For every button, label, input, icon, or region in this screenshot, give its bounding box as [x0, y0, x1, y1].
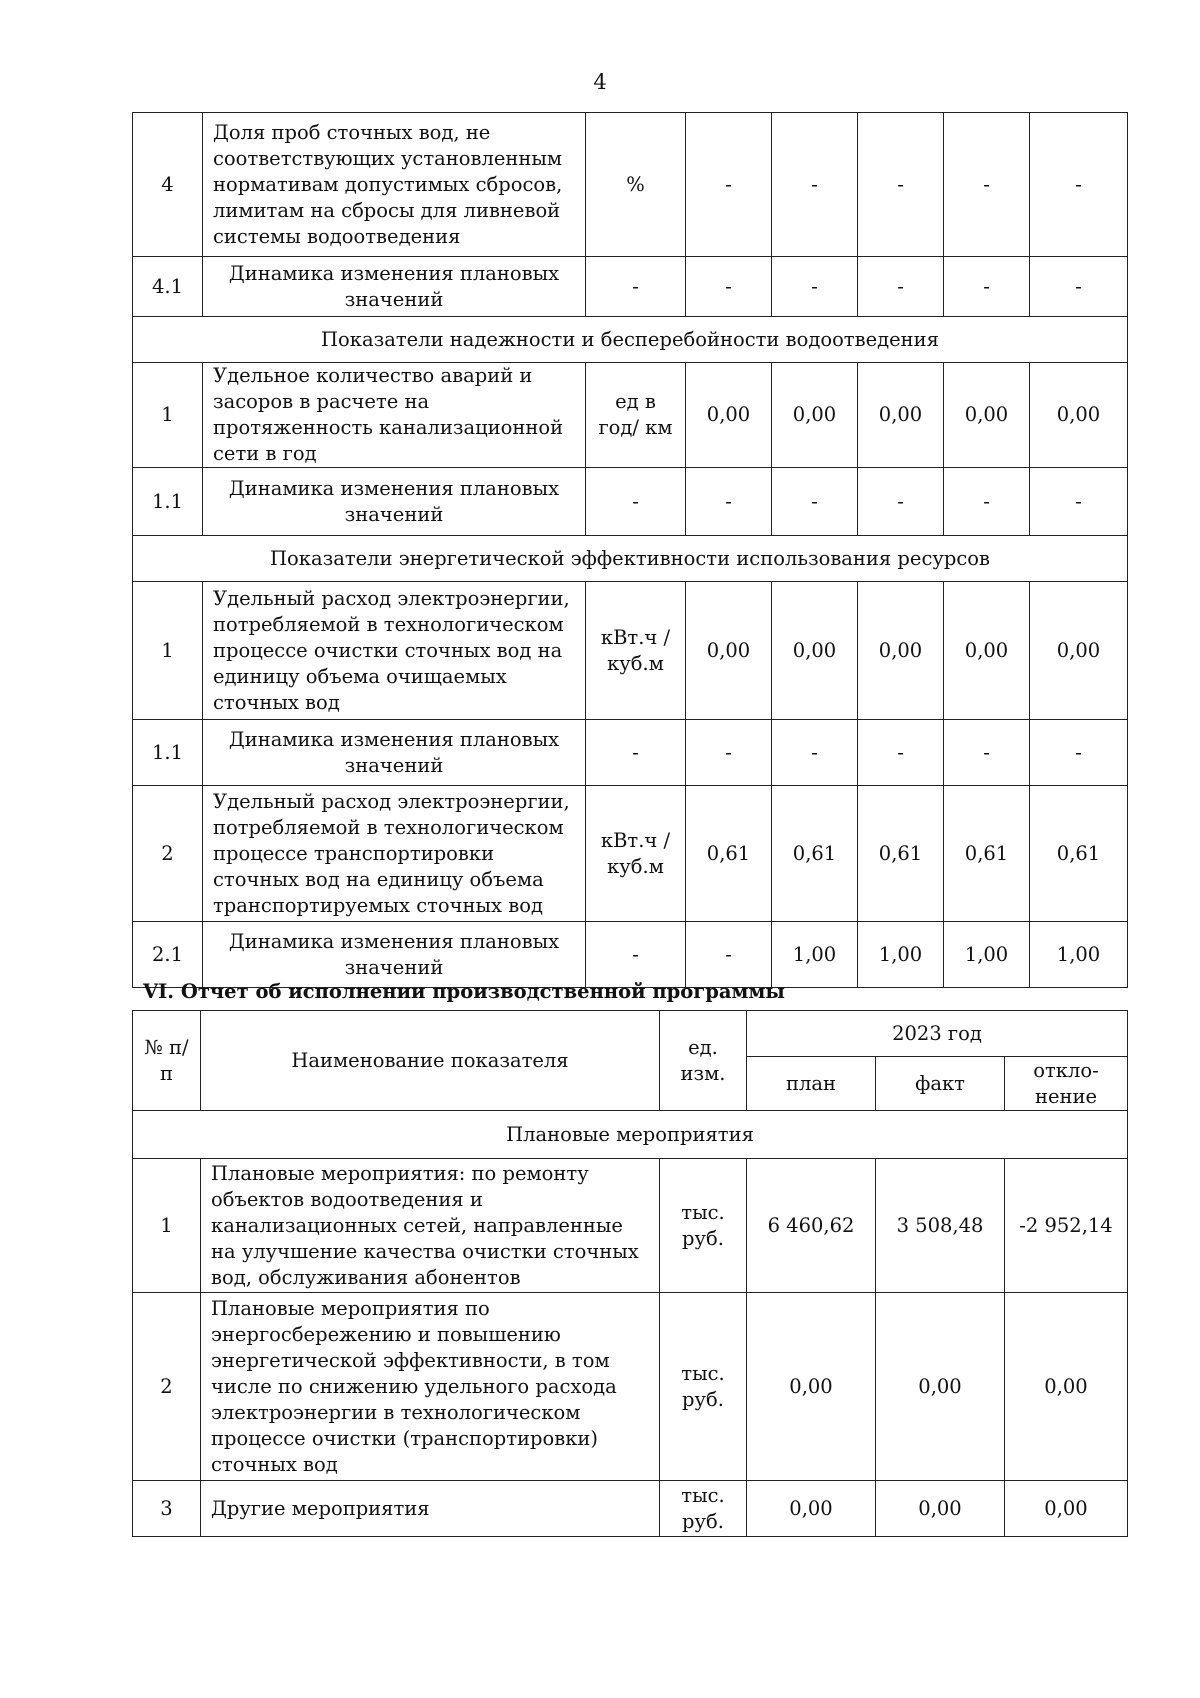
header-unit: ед. изм. — [660, 1011, 747, 1111]
section-row — [133, 536, 1128, 582]
plan-value: 0,00 — [747, 1293, 876, 1481]
table-row — [133, 720, 1128, 786]
row-number: 2 — [133, 1293, 201, 1481]
table-row — [133, 468, 1128, 536]
fact-value: 0,00 — [876, 1293, 1005, 1481]
row-number: 4 — [133, 113, 203, 257]
fact-value: 3 508,48 — [876, 1159, 1005, 1293]
value-cell: - — [686, 922, 772, 988]
value-cell: 1,00 — [858, 922, 944, 988]
activity-name: Плановые мероприятия по энергосбережению и повышению энергетической эффективности, в том числе по снижению удельного расхода электроэнергии в технологическом процессе очистки (транспортировки) сточных вод — [201, 1293, 660, 1481]
unit: кВт.ч / куб.м — [586, 582, 686, 720]
indicator-name: Динамика изменения плановых значений — [203, 720, 586, 786]
unit: кВт.ч / куб.м — [586, 786, 686, 922]
unit: ед в год/ км — [586, 363, 686, 468]
value-cell: - — [772, 468, 858, 536]
value-cell: - — [1030, 468, 1128, 536]
value-cell: - — [1030, 257, 1128, 317]
indicators-table — [132, 112, 1128, 988]
plan-value: 6 460,62 — [747, 1159, 876, 1293]
unit: тыс. руб. — [660, 1481, 747, 1537]
table-row — [133, 922, 1128, 988]
indicator-name: Удельное количество аварий и засоров в расчете на протяженность канализационной сети в год — [203, 363, 586, 468]
value-cell: - — [944, 113, 1030, 257]
value-cell: - — [858, 720, 944, 786]
value-cell: - — [772, 113, 858, 257]
header-plan: план — [747, 1057, 876, 1111]
value-cell: - — [772, 720, 858, 786]
indicator-name: Удельный расход электроэнергии, потребляемой в технологическом процессе транспортировки сточных вод на единицу объема транспортируемых сточных вод — [203, 786, 586, 922]
header-deviation: откло-нение — [1005, 1057, 1128, 1111]
value-cell: - — [1030, 720, 1128, 786]
value-cell: 1,00 — [1030, 922, 1128, 988]
section-row — [133, 317, 1128, 363]
value-cell: - — [858, 468, 944, 536]
deviation-value: 0,00 — [1005, 1293, 1128, 1481]
value-cell: - — [686, 468, 772, 536]
value-cell: 0,00 — [858, 582, 944, 720]
value-cell: - — [858, 113, 944, 257]
value-cell: - — [686, 113, 772, 257]
row-number: 1.1 — [133, 720, 203, 786]
value-cell: - — [858, 257, 944, 317]
program-report-table — [132, 1010, 1128, 1537]
header-name: Наименование показателя — [201, 1011, 660, 1111]
row-number: 1 — [133, 363, 203, 468]
value-cell: 1,00 — [944, 922, 1030, 988]
value-cell: 0,00 — [1030, 363, 1128, 468]
deviation-value: -2 952,14 — [1005, 1159, 1128, 1293]
row-number: 3 — [133, 1481, 201, 1537]
section-title: Плановые мероприятия — [133, 1111, 1128, 1159]
value-cell: - — [944, 257, 1030, 317]
value-cell: 0,00 — [944, 363, 1030, 468]
value-cell: - — [772, 257, 858, 317]
value-cell: 0,00 — [858, 363, 944, 468]
row-number: 1 — [133, 1159, 201, 1293]
table-row — [133, 1159, 1128, 1293]
unit: тыс. руб. — [660, 1293, 747, 1481]
activity-name: Другие мероприятия — [201, 1481, 660, 1537]
value-cell: 0,61 — [1030, 786, 1128, 922]
row-number: 4.1 — [133, 257, 203, 317]
table-row — [133, 113, 1128, 257]
header-num: № п/п — [133, 1011, 201, 1111]
header-row — [133, 1011, 1128, 1057]
table-row — [133, 582, 1128, 720]
value-cell: 0,61 — [686, 786, 772, 922]
row-number: 2.1 — [133, 922, 203, 988]
value-cell: 0,00 — [772, 582, 858, 720]
indicator-name: Динамика изменения плановых значений — [203, 257, 586, 317]
value-cell: 0,00 — [686, 363, 772, 468]
unit: % — [586, 113, 686, 257]
value-cell: 0,61 — [772, 786, 858, 922]
unit: - — [586, 468, 686, 536]
table-row — [133, 1481, 1128, 1537]
value-cell: - — [944, 720, 1030, 786]
table-row — [133, 363, 1128, 468]
activity-name: Плановые мероприятия: по ремонту объектов водоотведения и канализационных сетей, направленные на улучшение качества очистки сточных вод, обслуживания абонентов — [201, 1159, 660, 1293]
row-number: 1 — [133, 582, 203, 720]
value-cell: 0,00 — [944, 582, 1030, 720]
indicator-name: Динамика изменения плановых значений — [203, 922, 586, 988]
value-cell: - — [1030, 113, 1128, 257]
deviation-value: 0,00 — [1005, 1481, 1128, 1537]
value-cell: - — [686, 257, 772, 317]
section-title: Показатели энергетической эффективности использования ресурсов — [133, 536, 1128, 582]
section-heading: VI. Отчет об исполнении производственной программы — [143, 980, 785, 1003]
value-cell: 0,00 — [772, 363, 858, 468]
indicator-name: Доля проб сточных вод, не соответствующих установленным нормативам допустимых сбросов, лимитам на сбросы для ливневой системы водоотведения — [203, 113, 586, 257]
value-cell: 0,00 — [686, 582, 772, 720]
plan-value: 0,00 — [747, 1481, 876, 1537]
header-fact: факт — [876, 1057, 1005, 1111]
value-cell: 0,61 — [858, 786, 944, 922]
value-cell: - — [686, 720, 772, 786]
value-cell: 0,00 — [1030, 582, 1128, 720]
indicator-name: Динамика изменения плановых значений — [203, 468, 586, 536]
unit: - — [586, 257, 686, 317]
unit: - — [586, 922, 686, 988]
table-row — [133, 1293, 1128, 1481]
row-number: 1.1 — [133, 468, 203, 536]
section-title: Показатели надежности и бесперебойности водоотведения — [133, 317, 1128, 363]
indicator-name: Удельный расход электроэнергии, потребляемой в технологическом процессе очистки сточных вод на единицу объема очищаемых сточных вод — [203, 582, 586, 720]
value-cell: 1,00 — [772, 922, 858, 988]
row-number: 2 — [133, 786, 203, 922]
header-year: 2023 год — [747, 1011, 1128, 1057]
section-row — [133, 1111, 1128, 1159]
fact-value: 0,00 — [876, 1481, 1005, 1537]
table-row — [133, 257, 1128, 317]
value-cell: 0,61 — [944, 786, 1030, 922]
unit: тыс. руб. — [660, 1159, 747, 1293]
page-number: 4 — [593, 70, 607, 94]
table-row — [133, 786, 1128, 922]
unit: - — [586, 720, 686, 786]
value-cell: - — [944, 468, 1030, 536]
